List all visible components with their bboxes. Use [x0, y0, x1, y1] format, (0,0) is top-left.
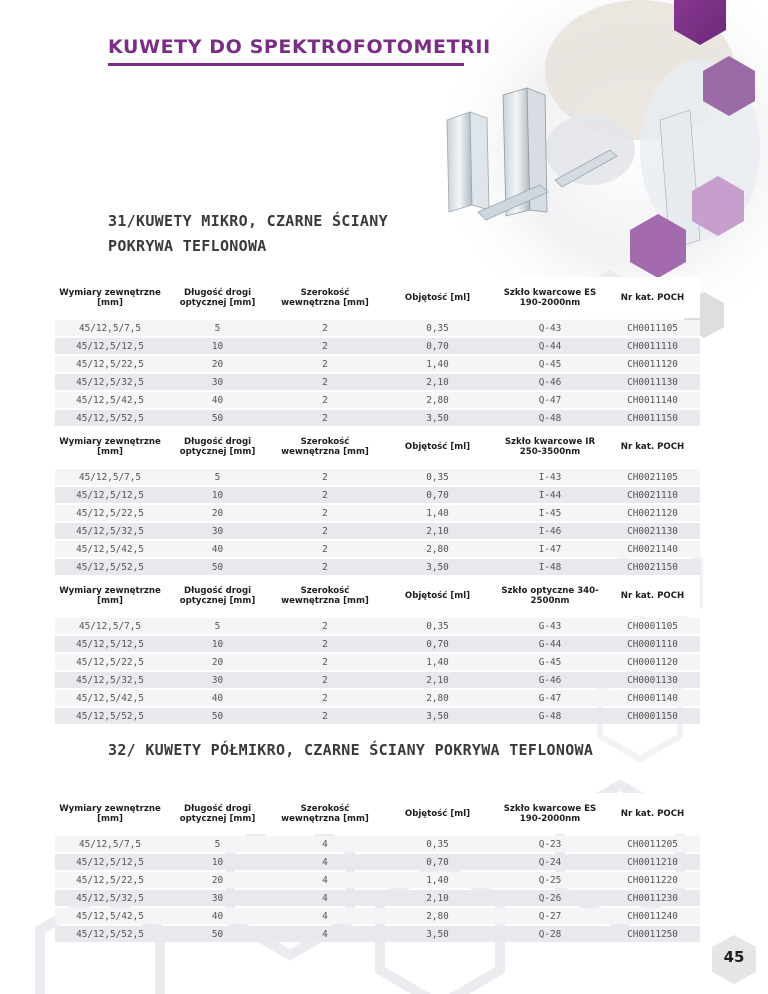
cell-catalog-number: CH0011250 [605, 926, 700, 942]
header-optical-path: Długość drogi optycznej [mm] [165, 575, 270, 616]
cell-glass-code: Q-23 [495, 836, 605, 852]
cell-catalog-number: CH0001110 [605, 636, 700, 652]
table-row [55, 505, 700, 521]
header-optical-path: Długość drogi optycznej [mm] [165, 426, 270, 467]
cell-dimensions: 45/12,5/7,5 [55, 618, 165, 634]
cell-glass-code: Q-44 [495, 338, 605, 354]
cell-glass-code: Q-28 [495, 926, 605, 942]
cell-glass-code: Q-24 [495, 854, 605, 870]
header-optical-path: Długość drogi optycznej [mm] [165, 793, 270, 834]
table-row [55, 690, 700, 706]
cell-catalog-number: CH0011205 [605, 836, 700, 852]
cell-volume: 2,80 [380, 541, 495, 557]
cell-catalog-number: CH0001140 [605, 690, 700, 706]
cell-optical-path: 30 [165, 672, 270, 688]
header-outer-dimensions: Wymiary zewnętrzne [mm] [55, 277, 165, 318]
cell-optical-path: 5 [165, 320, 270, 336]
table-row [55, 672, 700, 688]
header-glass-type: Szkło kwarcowe ES 190-2000nm [495, 277, 605, 318]
table-header-row [55, 793, 700, 834]
cell-catalog-number: CH0021120 [605, 505, 700, 521]
cell-volume: 1,40 [380, 505, 495, 521]
cell-catalog-number: CH0021110 [605, 487, 700, 503]
cell-optical-path: 40 [165, 908, 270, 924]
cell-volume: 1,40 [380, 356, 495, 372]
cell-glass-code: I-48 [495, 559, 605, 575]
cell-volume: 1,40 [380, 872, 495, 888]
header-volume: Objętość [ml] [380, 575, 495, 616]
table-row [55, 636, 700, 652]
cell-volume: 3,50 [380, 559, 495, 575]
cell-volume: 2,10 [380, 374, 495, 390]
cell-inner-width: 4 [270, 836, 380, 852]
header-outer-dimensions: Wymiary zewnętrzne [mm] [55, 426, 165, 467]
cell-volume: 0,70 [380, 338, 495, 354]
cell-catalog-number: CH0021140 [605, 541, 700, 557]
cell-optical-path: 5 [165, 469, 270, 485]
header-volume: Objętość [ml] [380, 277, 495, 318]
table-row [55, 908, 700, 924]
table-row [55, 487, 700, 503]
header-catalog-number: Nr kat. POCH [605, 277, 700, 318]
table-row [55, 854, 700, 870]
cell-inner-width: 2 [270, 654, 380, 670]
cell-inner-width: 2 [270, 392, 380, 408]
page-number: 45 [723, 948, 745, 966]
cell-glass-code: Q-27 [495, 908, 605, 924]
cell-optical-path: 10 [165, 338, 270, 354]
section-32-title: 32/ KUWETY PÓŁMIKRO, CZARNE ŚCIANY POKRYWA TEFLONOWA [108, 741, 594, 759]
cell-catalog-number: CH0011120 [605, 356, 700, 372]
cell-glass-code: G-45 [495, 654, 605, 670]
cell-dimensions: 45/12,5/7,5 [55, 320, 165, 336]
cell-catalog-number: CH0021150 [605, 559, 700, 575]
cell-catalog-number: CH0011230 [605, 890, 700, 906]
cell-optical-path: 10 [165, 854, 270, 870]
cell-optical-path: 5 [165, 836, 270, 852]
cell-volume: 2,80 [380, 690, 495, 706]
cell-volume: 0,35 [380, 320, 495, 336]
cell-inner-width: 2 [270, 320, 380, 336]
cell-catalog-number: CH0011210 [605, 854, 700, 870]
table-row [55, 926, 700, 942]
cell-glass-code: Q-25 [495, 872, 605, 888]
cell-catalog-number: CH0011150 [605, 410, 700, 426]
cell-glass-code: G-47 [495, 690, 605, 706]
cell-catalog-number: CH0021130 [605, 523, 700, 539]
cell-catalog-number: CH0021105 [605, 469, 700, 485]
cell-inner-width: 2 [270, 672, 380, 688]
table-row [55, 872, 700, 888]
cell-inner-width: 2 [270, 618, 380, 634]
cell-dimensions: 45/12,5/12,5 [55, 487, 165, 503]
cell-volume: 0,35 [380, 836, 495, 852]
cell-volume: 1,40 [380, 654, 495, 670]
cell-volume: 3,50 [380, 926, 495, 942]
cell-optical-path: 50 [165, 410, 270, 426]
table-row [55, 541, 700, 557]
cell-optical-path: 5 [165, 618, 270, 634]
cell-optical-path: 20 [165, 356, 270, 372]
header-catalog-number: Nr kat. POCH [605, 426, 700, 467]
cell-glass-code: G-44 [495, 636, 605, 652]
cell-glass-code: Q-47 [495, 392, 605, 408]
cell-catalog-number: CH0011105 [605, 320, 700, 336]
header-glass-type: Szkło optyczne 340-2500nm [495, 575, 605, 616]
header-inner-width: Szerokość wewnętrzna [mm] [270, 575, 380, 616]
cell-catalog-number: CH0011130 [605, 374, 700, 390]
cell-catalog-number: CH0011220 [605, 872, 700, 888]
cell-optical-path: 50 [165, 708, 270, 724]
cell-dimensions: 45/12,5/32,5 [55, 890, 165, 906]
cell-glass-code: Q-45 [495, 356, 605, 372]
cell-catalog-number: CH0001120 [605, 654, 700, 670]
cell-inner-width: 2 [270, 523, 380, 539]
header-volume: Objętość [ml] [380, 426, 495, 467]
cell-inner-width: 2 [270, 469, 380, 485]
cell-volume: 2,80 [380, 392, 495, 408]
cell-glass-code: Q-43 [495, 320, 605, 336]
cell-glass-code: G-46 [495, 672, 605, 688]
cell-volume: 3,50 [380, 708, 495, 724]
cell-glass-code: I-45 [495, 505, 605, 521]
table-row [55, 320, 700, 336]
cell-dimensions: 45/12,5/32,5 [55, 672, 165, 688]
table-quartz-ir-micro [55, 424, 700, 577]
cell-dimensions: 45/12,5/32,5 [55, 374, 165, 390]
cell-dimensions: 45/12,5/22,5 [55, 356, 165, 372]
header-optical-path: Długość drogi optycznej [mm] [165, 277, 270, 318]
cell-catalog-number: CH0001130 [605, 672, 700, 688]
cell-optical-path: 40 [165, 690, 270, 706]
cell-volume: 2,80 [380, 908, 495, 924]
table-row [55, 374, 700, 390]
header-inner-width: Szerokość wewnętrzna [mm] [270, 793, 380, 834]
cell-dimensions: 45/12,5/42,5 [55, 908, 165, 924]
cell-volume: 0,70 [380, 854, 495, 870]
cell-glass-code: G-48 [495, 708, 605, 724]
cell-volume: 0,70 [380, 487, 495, 503]
table-row [55, 392, 700, 408]
cell-catalog-number: CH0001150 [605, 708, 700, 724]
cell-inner-width: 2 [270, 487, 380, 503]
cell-inner-width: 2 [270, 374, 380, 390]
table-row [55, 356, 700, 372]
cell-glass-code: I-46 [495, 523, 605, 539]
header-inner-width: Szerokość wewnętrzna [mm] [270, 277, 380, 318]
cell-inner-width: 2 [270, 708, 380, 724]
cell-dimensions: 45/12,5/22,5 [55, 872, 165, 888]
cell-dimensions: 45/12,5/12,5 [55, 854, 165, 870]
cell-optical-path: 30 [165, 890, 270, 906]
table-header-row [55, 426, 700, 467]
cell-glass-code: I-44 [495, 487, 605, 503]
cell-optical-path: 20 [165, 654, 270, 670]
cell-optical-path: 10 [165, 636, 270, 652]
table-optical-glass-micro [55, 573, 700, 726]
cell-catalog-number: CH0011110 [605, 338, 700, 354]
cell-glass-code: I-47 [495, 541, 605, 557]
cell-dimensions: 45/12,5/52,5 [55, 559, 165, 575]
cell-dimensions: 45/12,5/12,5 [55, 636, 165, 652]
cell-dimensions: 45/12,5/42,5 [55, 541, 165, 557]
cell-optical-path: 20 [165, 872, 270, 888]
cell-inner-width: 2 [270, 690, 380, 706]
cell-catalog-number: CH0011240 [605, 908, 700, 924]
cell-glass-code: Q-26 [495, 890, 605, 906]
cell-optical-path: 30 [165, 374, 270, 390]
cell-optical-path: 10 [165, 487, 270, 503]
cell-inner-width: 2 [270, 338, 380, 354]
cell-volume: 3,50 [380, 410, 495, 426]
cell-dimensions: 45/12,5/52,5 [55, 410, 165, 426]
cell-glass-code: G-43 [495, 618, 605, 634]
table-row [55, 338, 700, 354]
cell-inner-width: 2 [270, 356, 380, 372]
cell-volume: 0,35 [380, 469, 495, 485]
table-row [55, 836, 700, 852]
cell-inner-width: 2 [270, 636, 380, 652]
cell-volume: 0,35 [380, 618, 495, 634]
table-row [55, 523, 700, 539]
cell-optical-path: 50 [165, 926, 270, 942]
cell-inner-width: 4 [270, 854, 380, 870]
cell-inner-width: 2 [270, 541, 380, 557]
section-31-title [108, 209, 388, 259]
cell-dimensions: 45/12,5/42,5 [55, 392, 165, 408]
header-outer-dimensions: Wymiary zewnętrzne [mm] [55, 793, 165, 834]
cell-volume: 0,70 [380, 636, 495, 652]
cell-glass-code: Q-46 [495, 374, 605, 390]
cell-inner-width: 4 [270, 872, 380, 888]
section-31-title-line-1: 31/KUWETY MIKRO, CZARNE ŚCIANY [108, 212, 388, 230]
table-header-row [55, 277, 700, 318]
cell-inner-width: 2 [270, 505, 380, 521]
cell-optical-path: 50 [165, 559, 270, 575]
cell-dimensions: 45/12,5/22,5 [55, 505, 165, 521]
cell-dimensions: 45/12,5/22,5 [55, 654, 165, 670]
table-row [55, 654, 700, 670]
cell-dimensions: 45/12,5/32,5 [55, 523, 165, 539]
cell-dimensions: 45/12,5/42,5 [55, 690, 165, 706]
cell-optical-path: 40 [165, 392, 270, 408]
table-row [55, 708, 700, 724]
cell-catalog-number: CH0001105 [605, 618, 700, 634]
header-catalog-number: Nr kat. POCH [605, 575, 700, 616]
cell-dimensions: 45/12,5/7,5 [55, 836, 165, 852]
header-glass-type: Szkło kwarcowe ES 190-2000nm [495, 793, 605, 834]
cell-inner-width: 4 [270, 908, 380, 924]
cell-volume: 2,10 [380, 672, 495, 688]
cell-glass-code: Q-48 [495, 410, 605, 426]
cell-dimensions: 45/12,5/52,5 [55, 708, 165, 724]
cell-optical-path: 20 [165, 505, 270, 521]
cell-dimensions: 45/12,5/12,5 [55, 338, 165, 354]
page-title: KUWETY DO SPEKTROFOTOMETRII [108, 36, 491, 58]
cell-optical-path: 40 [165, 541, 270, 557]
cell-inner-width: 4 [270, 926, 380, 942]
cell-inner-width: 2 [270, 559, 380, 575]
header-volume: Objętość [ml] [380, 793, 495, 834]
cell-dimensions: 45/12,5/7,5 [55, 469, 165, 485]
header-outer-dimensions: Wymiary zewnętrzne [mm] [55, 575, 165, 616]
table-row [55, 469, 700, 485]
cell-catalog-number: CH0011140 [605, 392, 700, 408]
cell-inner-width: 4 [270, 890, 380, 906]
cell-volume: 2,10 [380, 523, 495, 539]
cell-glass-code: I-43 [495, 469, 605, 485]
cell-inner-width: 2 [270, 410, 380, 426]
cell-dimensions: 45/12,5/52,5 [55, 926, 165, 942]
table-quartz-es-semimicro [55, 791, 700, 944]
table-quartz-es-micro [55, 275, 700, 428]
table-row [55, 890, 700, 906]
cell-volume: 2,10 [380, 890, 495, 906]
title-underline [108, 63, 464, 66]
header-catalog-number: Nr kat. POCH [605, 793, 700, 834]
section-31-title-line-2: POKRYWA TEFLONOWA [108, 237, 267, 255]
cell-optical-path: 30 [165, 523, 270, 539]
header-inner-width: Szerokość wewnętrzna [mm] [270, 426, 380, 467]
table-row [55, 618, 700, 634]
table-header-row [55, 575, 700, 616]
header-glass-type: Szkło kwarcowe IR 250-3500nm [495, 426, 605, 467]
